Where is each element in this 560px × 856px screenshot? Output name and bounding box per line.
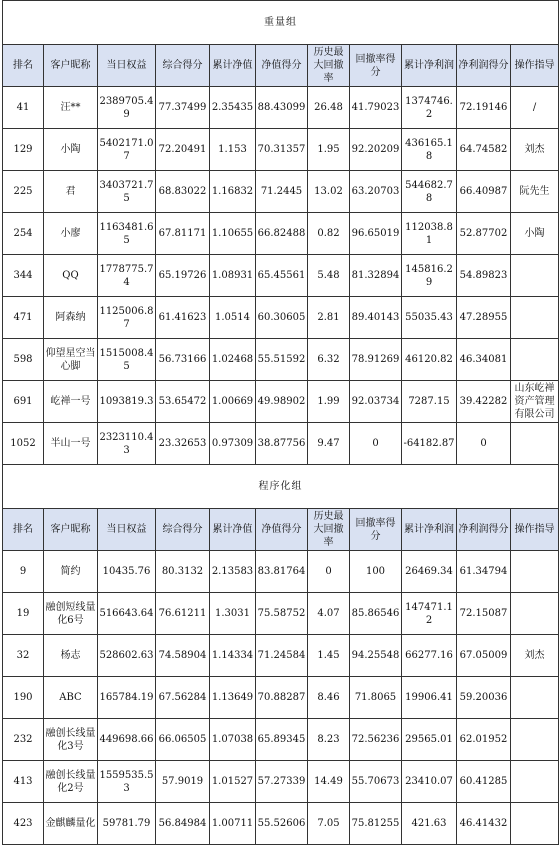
rank-cell: 41: [3, 87, 44, 129]
nav-cell: 1.3031: [210, 593, 256, 635]
drawdown-score-cell: 94.25548: [350, 635, 402, 677]
equity-cell: 449698.66: [98, 719, 156, 761]
drawdown-score-cell: 55.70673: [350, 761, 402, 803]
rank-cell: 344: [3, 255, 44, 297]
score-cell: 23.32653: [156, 423, 210, 465]
rank-header: 排名: [3, 509, 44, 551]
guide-cell: [511, 551, 559, 593]
drawdown-score-header: 回撤率得分: [350, 45, 402, 87]
max-drawdown-cell: 8.23: [308, 719, 350, 761]
nav-cell: 1.10655: [210, 213, 256, 255]
name-cell: 金麒麟量化: [44, 803, 98, 845]
nav-cell: 1.00711: [210, 803, 256, 845]
rank-cell: 1052: [3, 423, 44, 465]
equity-cell: 1163481.65: [98, 213, 156, 255]
guide-cell: 山东屹禅资产管理有限公司: [511, 381, 559, 423]
nav-score-cell: 66.82488: [256, 213, 308, 255]
profit-score-cell: 54.89823: [457, 255, 511, 297]
nav-cell: 2.35435: [210, 87, 256, 129]
equity-header: 当日权益: [98, 45, 156, 87]
score-cell: 76.61211: [156, 593, 210, 635]
name-cell: 仰望星空当心脚: [44, 339, 98, 381]
name-header: 客户昵称: [44, 509, 98, 551]
nav-score-cell: 70.31357: [256, 129, 308, 171]
equity-cell: 2389705.49: [98, 87, 156, 129]
net-profit-cell: 46120.82: [402, 339, 457, 381]
section-title: 重量组: [3, 1, 559, 45]
max-drawdown-cell: 13.02: [308, 171, 350, 213]
rank-cell: 232: [3, 719, 44, 761]
section-title: 程序化组: [3, 465, 559, 509]
score-cell: 68.83022: [156, 171, 210, 213]
nav-cell: 1.02468: [210, 339, 256, 381]
name-cell: 汪**: [44, 87, 98, 129]
equity-cell: 1125006.87: [98, 297, 156, 339]
drawdown-score-header: 回撤率得分: [350, 509, 402, 551]
profit-score-header: 净利润得分: [457, 45, 511, 87]
equity-header: 当日权益: [98, 509, 156, 551]
net-profit-cell: 55035.43: [402, 297, 457, 339]
net-profit-cell: 19906.41: [402, 677, 457, 719]
name-cell: 融创长线量化2号: [44, 761, 98, 803]
table-row: [3, 677, 559, 719]
profit-score-cell: 61.34794: [457, 551, 511, 593]
nav-score-cell: 65.89345: [256, 719, 308, 761]
score-cell: 65.19726: [156, 255, 210, 297]
nav-score-cell: 60.30605: [256, 297, 308, 339]
drawdown-score-cell: 100: [350, 551, 402, 593]
equity-cell: 1559535.53: [98, 761, 156, 803]
nav-header: 累计净值: [210, 509, 256, 551]
max-drawdown-header: 历史最大回撤率: [308, 45, 350, 87]
drawdown-score-cell: 41.79023: [350, 87, 402, 129]
nav-score-cell: 70.88287: [256, 677, 308, 719]
nav-cell: 1.07038: [210, 719, 256, 761]
score-cell: 61.41623: [156, 297, 210, 339]
profit-score-cell: 52.87702: [457, 213, 511, 255]
profit-score-cell: 39.42282: [457, 381, 511, 423]
rank-cell: 129: [3, 129, 44, 171]
max-drawdown-cell: 1.99: [308, 381, 350, 423]
max-drawdown-cell: 2.81: [308, 297, 350, 339]
drawdown-score-cell: 96.65019: [350, 213, 402, 255]
guide-header: 操作指导: [511, 509, 559, 551]
guide-cell: [511, 339, 559, 381]
name-cell: 融创短线量化6号: [44, 593, 98, 635]
rank-cell: 413: [3, 761, 44, 803]
drawdown-score-cell: 85.86546: [350, 593, 402, 635]
nav-cell: 1.153: [210, 129, 256, 171]
max-drawdown-cell: 7.05: [308, 803, 350, 845]
rank-header: 排名: [3, 45, 44, 87]
net-profit-cell: 147471.12: [402, 593, 457, 635]
drawdown-score-cell: 78.91269: [350, 339, 402, 381]
guide-cell: 刘杰: [511, 129, 559, 171]
ranking-table: [2, 0, 559, 845]
profit-score-cell: 47.28955: [457, 297, 511, 339]
max-drawdown-cell: 1.95: [308, 129, 350, 171]
name-cell: 杨志: [44, 635, 98, 677]
rank-cell: 471: [3, 297, 44, 339]
table-row: [3, 213, 559, 255]
section-title-row: [3, 1, 559, 45]
profit-score-cell: 60.41285: [457, 761, 511, 803]
profit-score-cell: 64.74582: [457, 129, 511, 171]
nav-cell: 1.01527: [210, 761, 256, 803]
equity-cell: 165784.19: [98, 677, 156, 719]
section-title-row: [3, 465, 559, 509]
name-cell: 阿森纳: [44, 297, 98, 339]
table-row: [3, 593, 559, 635]
max-drawdown-cell: 0: [308, 551, 350, 593]
score-header: 综合得分: [156, 509, 210, 551]
profit-score-cell: 72.15087: [457, 593, 511, 635]
nav-score-cell: 71.24584: [256, 635, 308, 677]
net-profit-header: 累计净利润: [402, 509, 457, 551]
table-row: [3, 87, 559, 129]
max-drawdown-cell: 14.49: [308, 761, 350, 803]
guide-cell: [511, 761, 559, 803]
profit-score-header: 净利润得分: [457, 509, 511, 551]
net-profit-cell: 66277.16: [402, 635, 457, 677]
nav-cell: 1.13649: [210, 677, 256, 719]
table-row: [3, 761, 559, 803]
column-header-row: [3, 45, 559, 87]
max-drawdown-cell: 8.46: [308, 677, 350, 719]
table-row: [3, 423, 559, 465]
rank-cell: 254: [3, 213, 44, 255]
nav-cell: 1.0514: [210, 297, 256, 339]
table-row: [3, 803, 559, 845]
guide-cell: [511, 255, 559, 297]
drawdown-score-cell: 0: [350, 423, 402, 465]
equity-cell: 1093819.3: [98, 381, 156, 423]
guide-cell: [511, 677, 559, 719]
table-row: [3, 551, 559, 593]
guide-cell: [511, 803, 559, 845]
ranking-sheet: [2, 0, 558, 845]
net-profit-header: 累计净利润: [402, 45, 457, 87]
score-cell: 53.65472: [156, 381, 210, 423]
table-row: [3, 171, 559, 213]
equity-cell: 516643.64: [98, 593, 156, 635]
name-cell: ABC: [44, 677, 98, 719]
name-cell: 君: [44, 171, 98, 213]
rank-cell: 691: [3, 381, 44, 423]
nav-score-cell: 83.81764: [256, 551, 308, 593]
guide-cell: 阮先生: [511, 171, 559, 213]
guide-cell: [511, 593, 559, 635]
drawdown-score-cell: 71.8065: [350, 677, 402, 719]
rank-cell: 423: [3, 803, 44, 845]
score-cell: 66.06505: [156, 719, 210, 761]
nav-score-cell: 65.45561: [256, 255, 308, 297]
guide-cell: [511, 297, 559, 339]
equity-cell: 1515008.45: [98, 339, 156, 381]
table-row: [3, 129, 559, 171]
net-profit-cell: -64182.87: [402, 423, 457, 465]
nav-cell: 0.97309: [210, 423, 256, 465]
guide-header: 操作指导: [511, 45, 559, 87]
drawdown-score-cell: 92.20209: [350, 129, 402, 171]
name-cell: 半山一号: [44, 423, 98, 465]
table-row: [3, 381, 559, 423]
table-row: [3, 255, 559, 297]
name-cell: 小廖: [44, 213, 98, 255]
nav-score-cell: 38.87756: [256, 423, 308, 465]
name-cell: 屹禅一号: [44, 381, 98, 423]
score-cell: 67.81171: [156, 213, 210, 255]
guide-cell: 小陶: [511, 213, 559, 255]
score-header: 综合得分: [156, 45, 210, 87]
max-drawdown-header: 历史最大回撤率: [308, 509, 350, 551]
nav-score-cell: 49.98902: [256, 381, 308, 423]
score-cell: 67.56284: [156, 677, 210, 719]
drawdown-score-cell: 63.20703: [350, 171, 402, 213]
net-profit-cell: 23410.07: [402, 761, 457, 803]
score-cell: 80.3132: [156, 551, 210, 593]
equity-cell: 1778775.74: [98, 255, 156, 297]
nav-score-cell: 55.52606: [256, 803, 308, 845]
name-cell: 融创长线量化3号: [44, 719, 98, 761]
equity-cell: 59781.79: [98, 803, 156, 845]
rank-cell: 225: [3, 171, 44, 213]
profit-score-cell: 62.01952: [457, 719, 511, 761]
nav-score-cell: 55.51592: [256, 339, 308, 381]
name-cell: 简约: [44, 551, 98, 593]
equity-cell: 10435.76: [98, 551, 156, 593]
drawdown-score-cell: 81.32894: [350, 255, 402, 297]
equity-cell: 528602.63: [98, 635, 156, 677]
score-cell: 74.58904: [156, 635, 210, 677]
nav-cell: 1.16832: [210, 171, 256, 213]
nav-score-cell: 71.2445: [256, 171, 308, 213]
guide-cell: 刘杰: [511, 635, 559, 677]
max-drawdown-cell: 26.48: [308, 87, 350, 129]
net-profit-cell: 7287.15: [402, 381, 457, 423]
equity-cell: 3403721.75: [98, 171, 156, 213]
profit-score-cell: 46.34081: [457, 339, 511, 381]
rank-cell: 32: [3, 635, 44, 677]
rank-cell: 19: [3, 593, 44, 635]
name-cell: QQ: [44, 255, 98, 297]
drawdown-score-cell: 89.40143: [350, 297, 402, 339]
score-cell: 57.9019: [156, 761, 210, 803]
profit-score-cell: 59.20036: [457, 677, 511, 719]
profit-score-cell: 72.19146: [457, 87, 511, 129]
profit-score-cell: 66.40987: [457, 171, 511, 213]
net-profit-cell: 436165.18: [402, 129, 457, 171]
rank-cell: 9: [3, 551, 44, 593]
net-profit-cell: 544682.78: [402, 171, 457, 213]
guide-cell: [511, 719, 559, 761]
max-drawdown-cell: 9.47: [308, 423, 350, 465]
nav-cell: 1.08931: [210, 255, 256, 297]
nav-score-header: 净值得分: [256, 45, 308, 87]
table-row: [3, 635, 559, 677]
nav-score-cell: 88.43099: [256, 87, 308, 129]
profit-score-cell: 67.05009: [457, 635, 511, 677]
nav-header: 累计净值: [210, 45, 256, 87]
net-profit-cell: 145816.29: [402, 255, 457, 297]
net-profit-cell: 29565.01: [402, 719, 457, 761]
max-drawdown-cell: 6.32: [308, 339, 350, 381]
drawdown-score-cell: 75.81255: [350, 803, 402, 845]
net-profit-cell: 421.63: [402, 803, 457, 845]
max-drawdown-cell: 5.48: [308, 255, 350, 297]
guide-cell: /: [511, 87, 559, 129]
max-drawdown-cell: 0.82: [308, 213, 350, 255]
max-drawdown-cell: 4.07: [308, 593, 350, 635]
name-header: 客户昵称: [44, 45, 98, 87]
rank-cell: 598: [3, 339, 44, 381]
profit-score-cell: 46.41432: [457, 803, 511, 845]
net-profit-cell: 112038.81: [402, 213, 457, 255]
nav-cell: 1.14334: [210, 635, 256, 677]
drawdown-score-cell: 92.03734: [350, 381, 402, 423]
name-cell: 小陶: [44, 129, 98, 171]
equity-cell: 2323110.43: [98, 423, 156, 465]
table-row: [3, 719, 559, 761]
net-profit-cell: 1374746.2: [402, 87, 457, 129]
score-cell: 72.20491: [156, 129, 210, 171]
drawdown-score-cell: 72.56236: [350, 719, 402, 761]
max-drawdown-cell: 1.45: [308, 635, 350, 677]
rank-cell: 190: [3, 677, 44, 719]
nav-score-cell: 75.58752: [256, 593, 308, 635]
score-cell: 77.37499: [156, 87, 210, 129]
profit-score-cell: 0: [457, 423, 511, 465]
table-row: [3, 297, 559, 339]
score-cell: 56.73166: [156, 339, 210, 381]
nav-cell: 2.13583: [210, 551, 256, 593]
nav-score-cell: 57.27339: [256, 761, 308, 803]
score-cell: 56.84984: [156, 803, 210, 845]
table-row: [3, 339, 559, 381]
nav-cell: 1.00669: [210, 381, 256, 423]
net-profit-cell: 26469.34: [402, 551, 457, 593]
column-header-row: [3, 509, 559, 551]
nav-score-header: 净值得分: [256, 509, 308, 551]
equity-cell: 5402171.07: [98, 129, 156, 171]
guide-cell: [511, 423, 559, 465]
